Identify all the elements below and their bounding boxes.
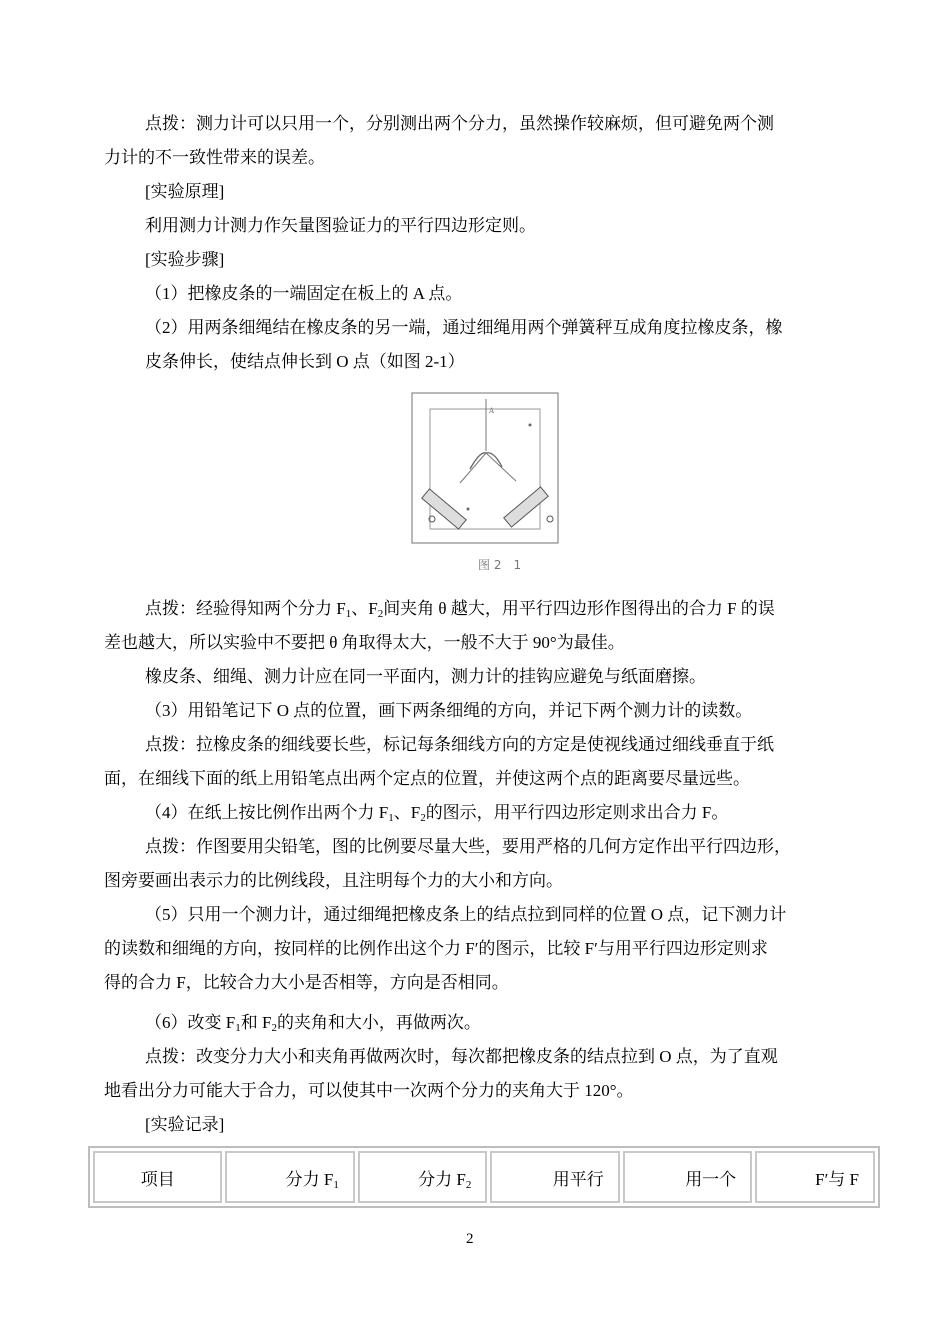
page-number: 2 <box>466 1231 474 1247</box>
step-line: 得的合力 F，比较合力大小是否相等，方向是否相同。 <box>104 973 509 992</box>
paragraph-line: 地看出分力可能大于合力，可以使其中一次两个分力的夹角大于 120°。 <box>104 1081 634 1100</box>
paragraph-line: 点拨：测力计可以只用一个，分别测出两个分力，虽然操作较麻烦，但可避免两个测 <box>145 114 774 133</box>
paragraph-line: 差也越大，所以实验中不要把 θ 角取得太大，一般不大于 90°为最佳。 <box>104 633 625 652</box>
step-line: （6）改变 $F_1$和 $F_2$的夹角和大小，再做两次。 <box>145 1013 481 1034</box>
table-header-cell: F′与 F <box>755 1151 875 1203</box>
paragraph-line: 橡皮条、细绳、测力计应在同一平面内，测力计的挂钩应避免与纸面磨擦。 <box>145 667 706 686</box>
paragraph-line: 力计的不一致性带来的误差。 <box>104 148 325 167</box>
step-line: 的读数和细绳的方向，按同样的比例作出这个力 F′的图示，比较 F′与用平行四边形定则求 <box>104 939 768 958</box>
table-header-cell: 用平行 <box>490 1151 619 1203</box>
table-row <box>93 1151 875 1203</box>
step-line: （4）在纸上按比例作出两个力 $F_1$、$F_2$的图示，用平行四边形定则求出合力 F。 <box>145 803 729 824</box>
table-header-cell: 分力 $F_1$ <box>225 1151 354 1203</box>
step-line: （2）用两条细绳结在橡皮条的另一端，通过细绳用两个弹簧秤互成角度拉橡皮条，橡 <box>145 318 783 337</box>
paragraph-line: 利用测力计测力作矢量图验证力的平行四边形定则。 <box>145 216 536 235</box>
paragraph-line: 面，在细线下面的纸上用铅笔点出两个定点的位置，并使这两个点的距离要尽量远些。 <box>104 769 750 788</box>
step-line: （1）把橡皮条的一端固定在板上的 A 点。 <box>145 284 463 303</box>
table-header-cell: 项目 <box>93 1151 222 1203</box>
record-table <box>88 1146 880 1208</box>
paragraph-line: 点拨：作图要用尖铅笔，图的比例要尽量大些，要用严格的几何方定作出平行四边形， <box>145 837 791 856</box>
paragraph-line: 点拨：经验得知两个分力 $F_1$、$F_2$间夹角 θ 越大，用平行四边形作图得出的合力 F 的误 <box>145 599 775 620</box>
table-header-cell: 用一个 <box>623 1151 752 1203</box>
figure-caption: 图 2 1 <box>478 558 522 572</box>
step-line: （5）只用一个测力计，通过细绳把橡皮条上的结点拉到同样的位置 O 点，记下测力计 <box>145 905 787 924</box>
section-heading: [实验记录] <box>145 1115 225 1134</box>
paragraph-line: 图旁要画出表示力的比例线段，且注明每个力的大小和方向。 <box>104 871 563 890</box>
apparatus-figure <box>410 391 560 581</box>
section-heading: [实验原理] <box>145 182 225 201</box>
paragraph-line: 点拨：改变分力大小和夹角再做两次时，每次都把橡皮条的结点拉到 O 点，为了直观 <box>145 1047 778 1066</box>
section-heading: [实验步骤] <box>145 250 225 269</box>
step-line: （3）用铅笔记下 O 点的位置，画下两条细绳的方向，并记下两个测力计的读数。 <box>145 701 753 720</box>
table-header-cell: 分力 $F_2$ <box>358 1151 487 1203</box>
step-line: 皮条伸长，使结点伸长到 O 点（如图 2-1） <box>145 352 465 371</box>
point-a-label: A <box>489 407 495 415</box>
paragraph-line: 点拨：拉橡皮条的细线要长些，标记每条细线方向的方定是使视线通过细线垂直于纸 <box>145 735 774 754</box>
